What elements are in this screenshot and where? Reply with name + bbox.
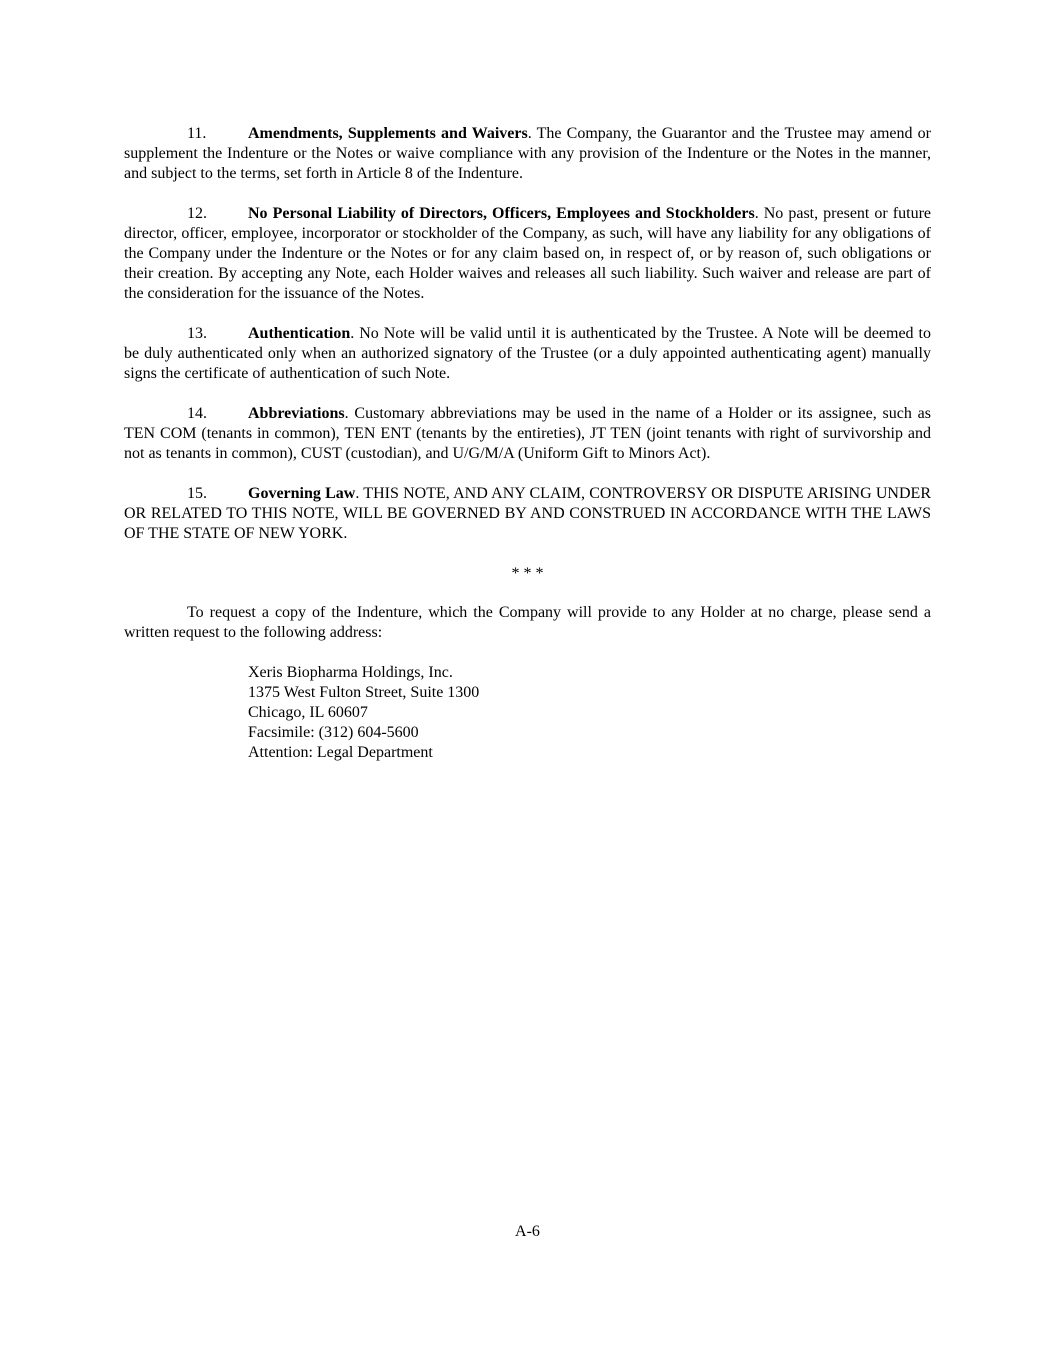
- section-13: [124, 324, 931, 384]
- section-body: . No past, present or future director, officer, employee, incorporator or stockholder of the Company, as such, will have any liability for any obligations of the Company under the Indenture or the Notes or for any claim based on, in respect of, or by reason of, such obligations or their creation. By accepting any Note, each Holder waives and releases all such liability. Such waiver and release are part of the consideration for the issuance of the Notes.: [124, 205, 931, 302]
- section-heading: No Personal Liability of Directors, Officers, Employees and Stockholders: [248, 205, 755, 222]
- page-number: A-6: [515, 1223, 540, 1240]
- section-14: [124, 404, 931, 464]
- section-number: 12.: [187, 205, 207, 222]
- section-divider: * * *: [511, 565, 544, 582]
- mailing-address: [248, 663, 931, 763]
- address-city: Chicago, IL 60607: [248, 704, 368, 721]
- request-paragraph: To request a copy of the Indenture, which the Company will provide to any Holder at no charge, please send a written request to the following address:: [124, 604, 931, 641]
- address-attention: Attention: Legal Department: [248, 744, 433, 761]
- section-body: . Customary abbreviations may be used in the name of a Holder or its assignee, such as TEN COM (tenants in common), TEN ENT (tenants by the entireties), JT TEN (joint tenants with right of survivorship and not as tenants in common), CUST (custodian), and U/G/M/A (Uniform Gift to Minors Act).: [124, 405, 931, 462]
- document-page: [124, 124, 931, 763]
- address-facsimile: Facsimile: (312) 604-5600: [248, 724, 419, 741]
- section-body: . THIS NOTE, AND ANY CLAIM, CONTROVERSY OR DISPUTE ARISING UNDER OR RELATED TO THIS NOTE, WILL BE GOVERNED BY AND CONSTRUED IN ACCORDANCE WITH THE LAWS OF THE STATE OF NEW YORK.: [124, 485, 931, 542]
- section-heading: Authentication: [248, 325, 351, 342]
- section-number: 14.: [187, 405, 207, 422]
- address-street: 1375 West Fulton Street, Suite 1300: [248, 684, 480, 701]
- section-heading: Amendments, Supplements and Waivers: [248, 125, 528, 142]
- section-number: 13.: [187, 325, 207, 342]
- section-body: . No Note will be valid until it is authenticated by the Trustee. A Note will be deemed to be duly authenticated only when an authorized signatory of the Trustee (or a duly appointed authenticating agent) manually signs the certificate of authentication of such Note.: [124, 325, 931, 382]
- section-12: [124, 204, 931, 304]
- section-number: 15.: [187, 485, 207, 502]
- section-15: [124, 484, 931, 544]
- section-heading: Abbreviations: [248, 405, 345, 422]
- section-heading: Governing Law: [248, 485, 356, 502]
- address-company: Xeris Biopharma Holdings, Inc.: [248, 664, 453, 681]
- section-body: . The Company, the Guarantor and the Trustee may amend or supplement the Indenture or the Notes or waive compliance with any provision of the Indenture or the Notes in the manner, and subject to the terms, set forth in Article 8 of the Indenture.: [124, 125, 932, 182]
- section-11: [124, 124, 931, 184]
- section-number: 11.: [187, 125, 207, 142]
